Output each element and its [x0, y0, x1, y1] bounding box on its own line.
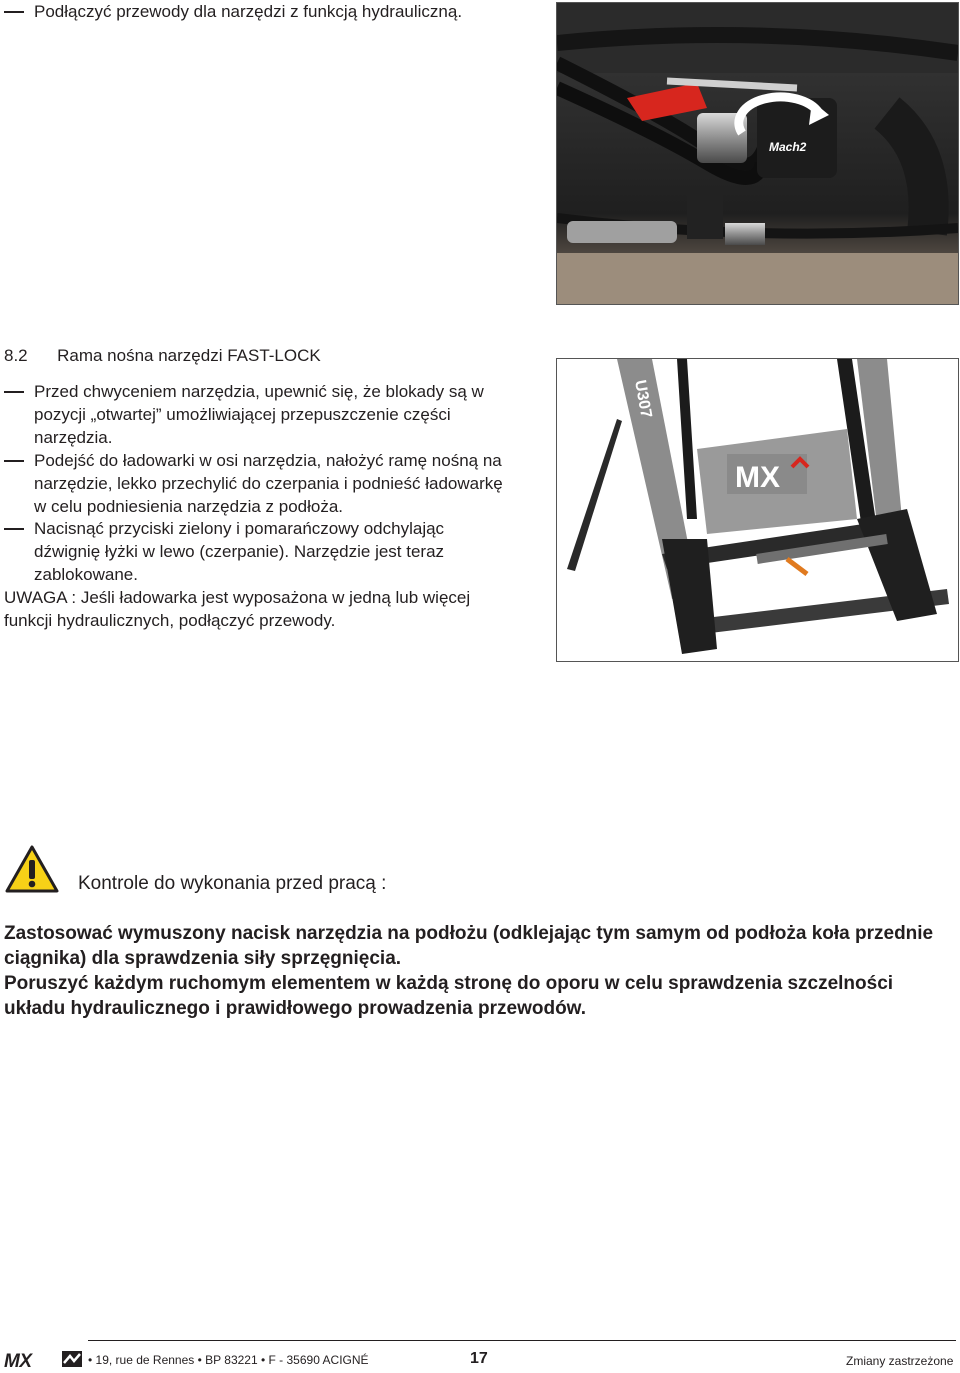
hydraulic-valve-photo: [556, 2, 959, 305]
footer-logo-mark-icon: [62, 1351, 82, 1367]
section-title: Rama nośna narzędzi FAST-LOCK: [57, 346, 321, 365]
note-paragraph: [4, 586, 504, 632]
footer-rule: [88, 1340, 956, 1341]
list-item-text: Przed chwyceniem narzędzia, upewnić się, że blokady są w pozycji „otwartej” umożliwiającej przepuszczenie części narzędzia.: [34, 382, 484, 447]
list-item-text: Nacisnąć przyciski zielony i pomarańczowy odchylając dźwignię łyżki w lewo (czerpanie). Narzędzie jest teraz zablokowane.: [34, 519, 445, 584]
dash-marker: [4, 391, 24, 393]
warning-paragraph: Poruszyć każdym ruchomym elementem w każdą stronę do oporu w celu sprawdzenia szczelności układu hydraulicznego i prawidłowego prowadzenia przewodów.: [4, 973, 894, 1019]
frame-logo: MX: [735, 461, 780, 494]
note-separator: :: [66, 588, 81, 607]
note-label: UWAGA: [4, 588, 67, 607]
footer-logo: [4, 1351, 84, 1372]
page-number: 17: [470, 1350, 488, 1367]
valve-brand-label: Mach2: [769, 140, 807, 154]
dash-marker: [4, 460, 24, 462]
dash-marker: [4, 528, 24, 530]
model-label: U307: [631, 378, 655, 420]
footer-address: • 19, rue de Rennes • BP 83221 • F - 35690 ACIGNÉ: [88, 1353, 369, 1367]
footer-logo-text: MX: [4, 1351, 32, 1372]
valve-body-shape: [757, 98, 837, 178]
warning-heading: Kontrole do wykonania przed pracą :: [78, 873, 387, 894]
dash-marker: [4, 11, 24, 13]
spring-shape: [567, 221, 677, 243]
list-item-text: Podejść do ładowarki w osi narzędzia, nałożyć ramę nośną na narzędzie, lekko przechylić do czerpania i podnieść ładowarkę w celu podniesienia narzędzia z podłoża.: [34, 451, 503, 516]
top-bullet-text: Podłączyć przewody dla narzędzi z funkcją hydrauliczną.: [34, 2, 463, 21]
section-heading: [4, 344, 321, 367]
section-number: 8.2: [4, 346, 28, 365]
fast-lock-frame-illustration: [557, 359, 958, 661]
fast-lock-frame-photo: [556, 358, 959, 662]
warning-triangle-icon: [4, 844, 60, 894]
warning-paragraph: Zastosować wymuszony nacisk narzędzia na podłożu (odklejając tym samym od podłoża koła przednie ciągnika) dla sprawdzenia siły sprzęgnięcia.: [4, 923, 934, 969]
footer-notice: Zmiany zastrzeżone: [846, 1354, 954, 1368]
note-text: Jeśli ładowarka jest wyposażona w jedną lub więcej funkcji hydraulicznych, podłączyć przewody.: [4, 588, 471, 630]
hydraulic-valve-illustration: [557, 3, 958, 304]
